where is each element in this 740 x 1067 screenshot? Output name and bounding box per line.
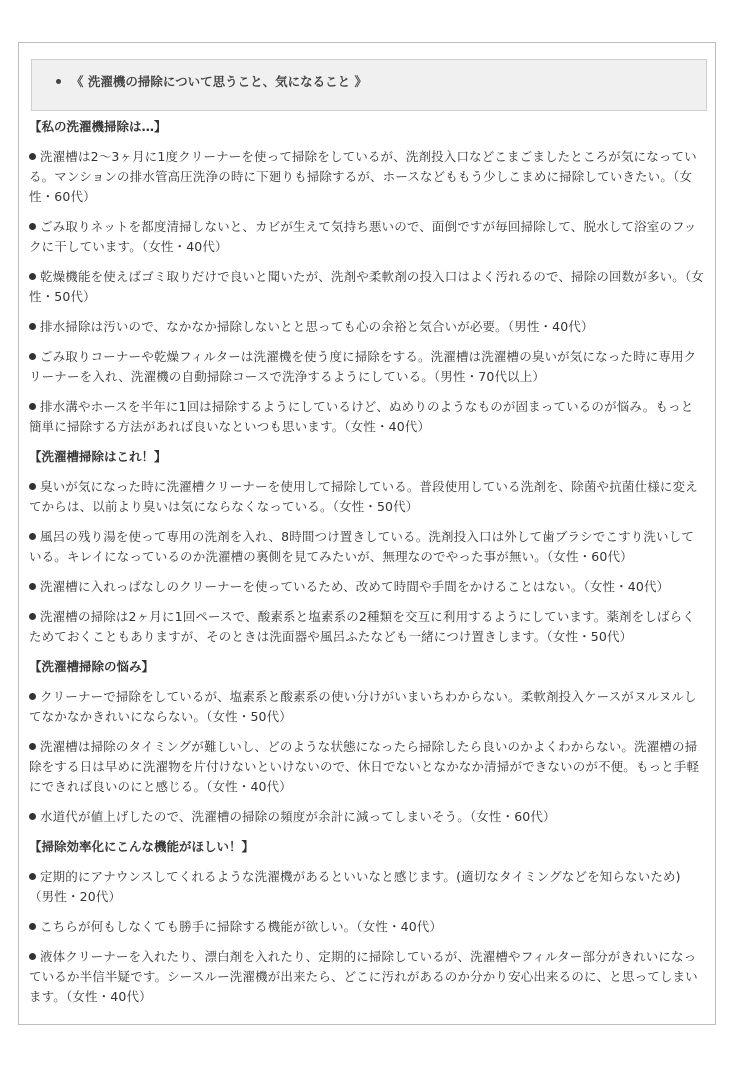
bullet-icon: [29, 353, 36, 360]
comment-text: こちらが何もしなくても勝手に掃除する機能が欲しい。（女性・40代）: [40, 919, 443, 934]
bullet-icon: [29, 813, 36, 820]
comment-text: 洗濯槽の掃除は2ヶ月に1回ペースで、酸素系と塩素系の2種類を交互に利用するようにしています。薬剤をしばらくためておくこともありますが、そのときは洗面器や風呂ふたなども一緒につけ置きします。（女性・50代）: [29, 609, 695, 644]
comment-text: 液体クリーナーを入れたり、漂白剤を入れたり、定期的に掃除しているが、洗濯槽やフィルター部分がきれいになっているか半信半疑です。シースルー洗濯機が出来たら、どこに汚れがあるのか分かり安心出来るのに、と思ってしまいます。（女性・40代）: [29, 949, 698, 1004]
bullet-icon: [29, 273, 36, 280]
comment-text: 洗濯槽は掃除のタイミングが難しいし、どのような状態になったら掃除したら良いのかよくわからない。洗濯槽の掃除をする日は早めに洗濯物を片付けないといけないので、休日でないとなかなか清掃ができないのが不便。もっと手軽にできれば良いのにと感じる。（女性・40代）: [29, 739, 700, 794]
bullet-icon: [29, 323, 36, 330]
comment-item: [29, 807, 705, 827]
comment-text: ごみ取りコーナーや乾燥フィルターは洗濯機を使う度に掃除をする。洗濯槽は洗濯槽の臭いが気になった時に専用クリーナーを入れ、洗濯機の自動掃除コースで洗浄するようにしている。（男性・70代以上）: [29, 349, 697, 384]
comment-text: 排水溝やホースを半年に1回は掃除するようにしているけど、ぬめりのようなものが固まっているのが悩み。もっと簡単に掃除する方法があれば良いなといつも思います。（女性・40代）: [29, 399, 694, 434]
comment-item: [29, 347, 705, 387]
comment-item: [29, 217, 705, 257]
header-box: [31, 59, 707, 111]
bullet-icon: [29, 403, 36, 410]
comment-text: 風呂の残り湯を使って専用の洗剤を入れ、8時間つけ置きしている。洗剤投入口は外して歯ブラシでこすり洗いしている。キレイになっているのか洗濯槽の裏側を見てみたいが、無理なのでやった事が無い。（女性・60代）: [29, 529, 695, 564]
bullet-icon: [29, 153, 36, 160]
comment-text: 水道代が値上げしたので、洗濯槽の掃除の頻度が余計に減ってしまいそう。（女性・60代）: [40, 809, 556, 824]
comment-item: [29, 317, 705, 337]
content-frame: [18, 42, 716, 1025]
bullet-icon: [29, 873, 36, 880]
comment-text: ごみ取りネットを都度清掃しないと、カビが生えて気持ち悪いので、面倒ですが毎回掃除して、脱水して浴室のフックに干しています。（女性・40代）: [29, 219, 697, 254]
bullet-icon: [29, 483, 36, 490]
bullet-icon: [29, 743, 36, 750]
bullet-icon: [29, 613, 36, 620]
main-content: [29, 117, 705, 1017]
bullet-icon: [29, 533, 36, 540]
comment-item: [29, 477, 705, 517]
comment-text: 定期的にアナウンスしてくれるような洗濯機があるといいなと感じます。(適切なタイミングなどを知らないため)（男性・20代）: [29, 869, 681, 904]
comment-item: [29, 607, 705, 647]
comment-item: [29, 917, 705, 937]
header-title-row: [56, 72, 367, 90]
section-heading: 【洗濯槽掃除の悩み】: [29, 659, 155, 674]
comment-item: [29, 397, 705, 437]
comment-item: [29, 527, 705, 567]
comment-item: [29, 737, 705, 797]
bullet-icon: [29, 953, 36, 960]
bullet-icon: [29, 583, 36, 590]
comment-text: クリーナーで掃除をしているが、塩素系と酸素系の使い分けがいまいちわからない。柔軟剤投入ケースがヌルヌルしてなかなかきれいにならない。（女性・50代）: [29, 689, 697, 724]
header-title: 《 洗濯機の掃除について思うこと、気になること 》: [71, 74, 367, 89]
bullet-icon: [56, 79, 61, 84]
comment-item: [29, 947, 705, 1007]
comment-item: [29, 867, 705, 907]
comment-text: 乾燥機能を使えばゴミ取りだけで良いと聞いたが、洗剤や柔軟剤の投入口はよく汚れるので、掃除の回数が多い。（女性・50代）: [29, 269, 704, 304]
comment-item: [29, 577, 705, 597]
bullet-icon: [29, 223, 36, 230]
comment-text: 洗濯槽に入れっぱなしのクリーナーを使っているため、改めて時間や手間をかけることはない。（女性・40代）: [40, 579, 670, 594]
comment-text: 洗濯槽は2～3ヶ月に1度クリーナーを使って掃除をしているが、洗剤投入口などこまごましたところが気になっている。マンションの排水管高圧洗浄の時に下廻りも掃除するが、ホースなどももう少しこまめに掃除していきたい。（女性・60代）: [29, 149, 697, 204]
section-heading: 【洗濯槽掃除はこれ！】: [29, 449, 167, 464]
bullet-icon: [29, 693, 36, 700]
bullet-icon: [29, 923, 36, 930]
comment-item: [29, 147, 705, 207]
comment-item: [29, 267, 705, 307]
comment-text: 排水掃除は汚いので、なかなか掃除しないとと思っても心の余裕と気合いが必要。（男性・40代）: [40, 319, 594, 334]
comment-text: 臭いが気になった時に洗濯槽クリーナーを使用して掃除している。普段使用している洗剤を、除菌や抗菌仕様に変えてからは、以前より臭いは気にならなくなっている。（女性・50代）: [29, 479, 698, 514]
comment-item: [29, 687, 705, 727]
section-heading: 【私の洗濯機掃除は…】: [29, 119, 167, 134]
section-heading: 【掃除効率化にこんな機能がほしい！】: [29, 839, 255, 854]
